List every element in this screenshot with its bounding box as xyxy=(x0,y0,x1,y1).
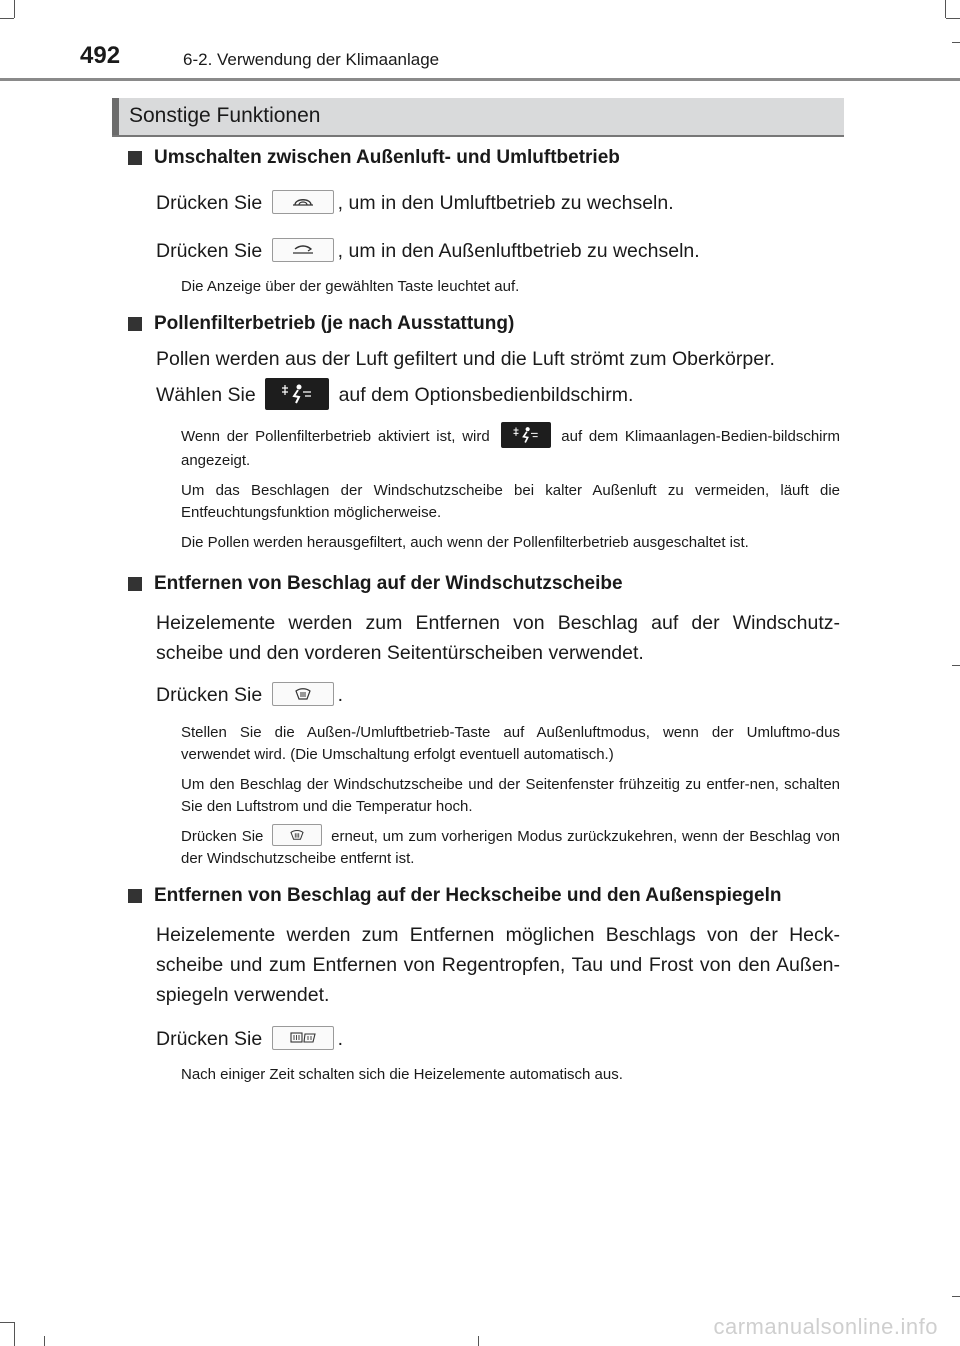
crop-mark xyxy=(14,1322,15,1346)
rear-window-defogger-icon xyxy=(272,1026,334,1050)
note: Wenn der Pollenfilterbetrieb aktiviert ist, wird auf dem Klimaanlagen-Bedien-bildschirm angezeigt. xyxy=(181,424,840,472)
square-bullet-icon xyxy=(128,151,142,165)
note: Die Anzeige über der gewählten Taste leuchtet auf. xyxy=(181,278,520,295)
section-title: Sonstige Funktionen xyxy=(129,104,321,127)
section-divider xyxy=(112,135,844,137)
section-title-bar xyxy=(112,98,844,136)
paragraph: Heizelemente werden zum Entfernen von Beschlag auf der Windschutz-scheibe und den vorderen Seitentürscheiben verwendet. xyxy=(156,612,840,664)
recirculation-icon xyxy=(272,190,334,214)
chapter-title: 6-2. Verwendung der Klimaanlage xyxy=(183,50,440,69)
watermark: carmanualsonline.info xyxy=(713,1314,938,1339)
crop-mark xyxy=(946,18,960,19)
instruction-pollen-filter: Wählen Sie auf dem Optionsbedienbildschirm. xyxy=(156,380,840,412)
note: Um den Beschlag der Windschutzscheibe und der Seitenfenster frühzeitig zu entfer-nen, schalten Sie den Luftstrom und die Temperatur hoch. xyxy=(181,776,840,815)
crop-mark xyxy=(0,1322,14,1323)
page-number: 492 xyxy=(80,42,121,69)
crop-mark xyxy=(44,1336,45,1346)
square-bullet-icon xyxy=(128,317,142,331)
heading-rear-defog: Entfernen von Beschlag auf der Heckscheibe und den Außenspiegeln xyxy=(128,884,840,908)
content xyxy=(128,146,840,1086)
pollen-filter-icon xyxy=(265,378,329,410)
note: Die Pollen werden herausgefiltert, auch wenn der Pollenfilterbetrieb ausgeschaltet ist. xyxy=(181,534,749,551)
square-bullet-icon xyxy=(128,577,142,591)
instruction-windshield-defog: Drücken Sie . xyxy=(156,680,840,710)
windshield-defogger-icon xyxy=(272,824,322,846)
crop-mark xyxy=(478,1336,479,1346)
instruction-outside-air: Drücken Sie , um in den Außenluftbetrieb zu wechseln. xyxy=(156,236,840,266)
instruction-recirculation: Drücken Sie , um in den Umluftbetrieb zu wechseln. xyxy=(156,188,840,218)
crop-mark xyxy=(14,0,15,18)
outside-air-icon xyxy=(272,238,334,262)
heading-pollen-filter: Pollenfilterbetrieb (je nach Ausstattung) xyxy=(128,312,840,336)
crop-mark xyxy=(952,42,960,43)
note: Stellen Sie die Außen-/Umluftbetrieb-Taste auf Außenluftmodus, wenn der Umluftmo-dus verwendet wird. (Die Umschaltung erfolgt eventuell automatisch.) xyxy=(181,724,840,763)
windshield-defogger-icon xyxy=(272,682,334,706)
crop-mark xyxy=(945,0,946,18)
pollen-filter-icon xyxy=(501,422,551,448)
heading-windshield-defog: Entfernen von Beschlag auf der Windschutzscheibe xyxy=(128,572,840,596)
crop-mark xyxy=(0,18,14,19)
note: Um das Beschlagen der Windschutzscheibe bei kalter Außenluft zu vermeiden, läuft die Entfeuchtungsfunktion möglicherweise. xyxy=(181,482,840,521)
crop-mark xyxy=(952,1296,960,1297)
paragraph: Heizelemente werden zum Entfernen möglichen Beschlags von der Heck-scheibe und zum Entfernen von Regentropfen, Tau und Frost von den Außen-spiegeln verwendet. xyxy=(156,924,840,1007)
note: Nach einiger Zeit schalten sich die Heizelemente automatisch aus. xyxy=(181,1066,623,1084)
square-bullet-icon xyxy=(128,889,142,903)
crop-mark xyxy=(952,665,960,666)
heading-air-mode: Umschalten zwischen Außenluft- und Umluftbetrieb xyxy=(128,146,840,170)
header-divider xyxy=(0,78,960,81)
paragraph: Pollen werden aus der Luft gefiltert und die Luft strömt zum Oberkörper. xyxy=(156,348,775,370)
note: Drücken Sie erneut, um zum vorherigen Modus zurückzukehren, wenn der Beschlag von der Windschutzscheibe entfernt ist. xyxy=(181,826,840,870)
instruction-rear-defog: Drücken Sie . xyxy=(156,1024,840,1054)
